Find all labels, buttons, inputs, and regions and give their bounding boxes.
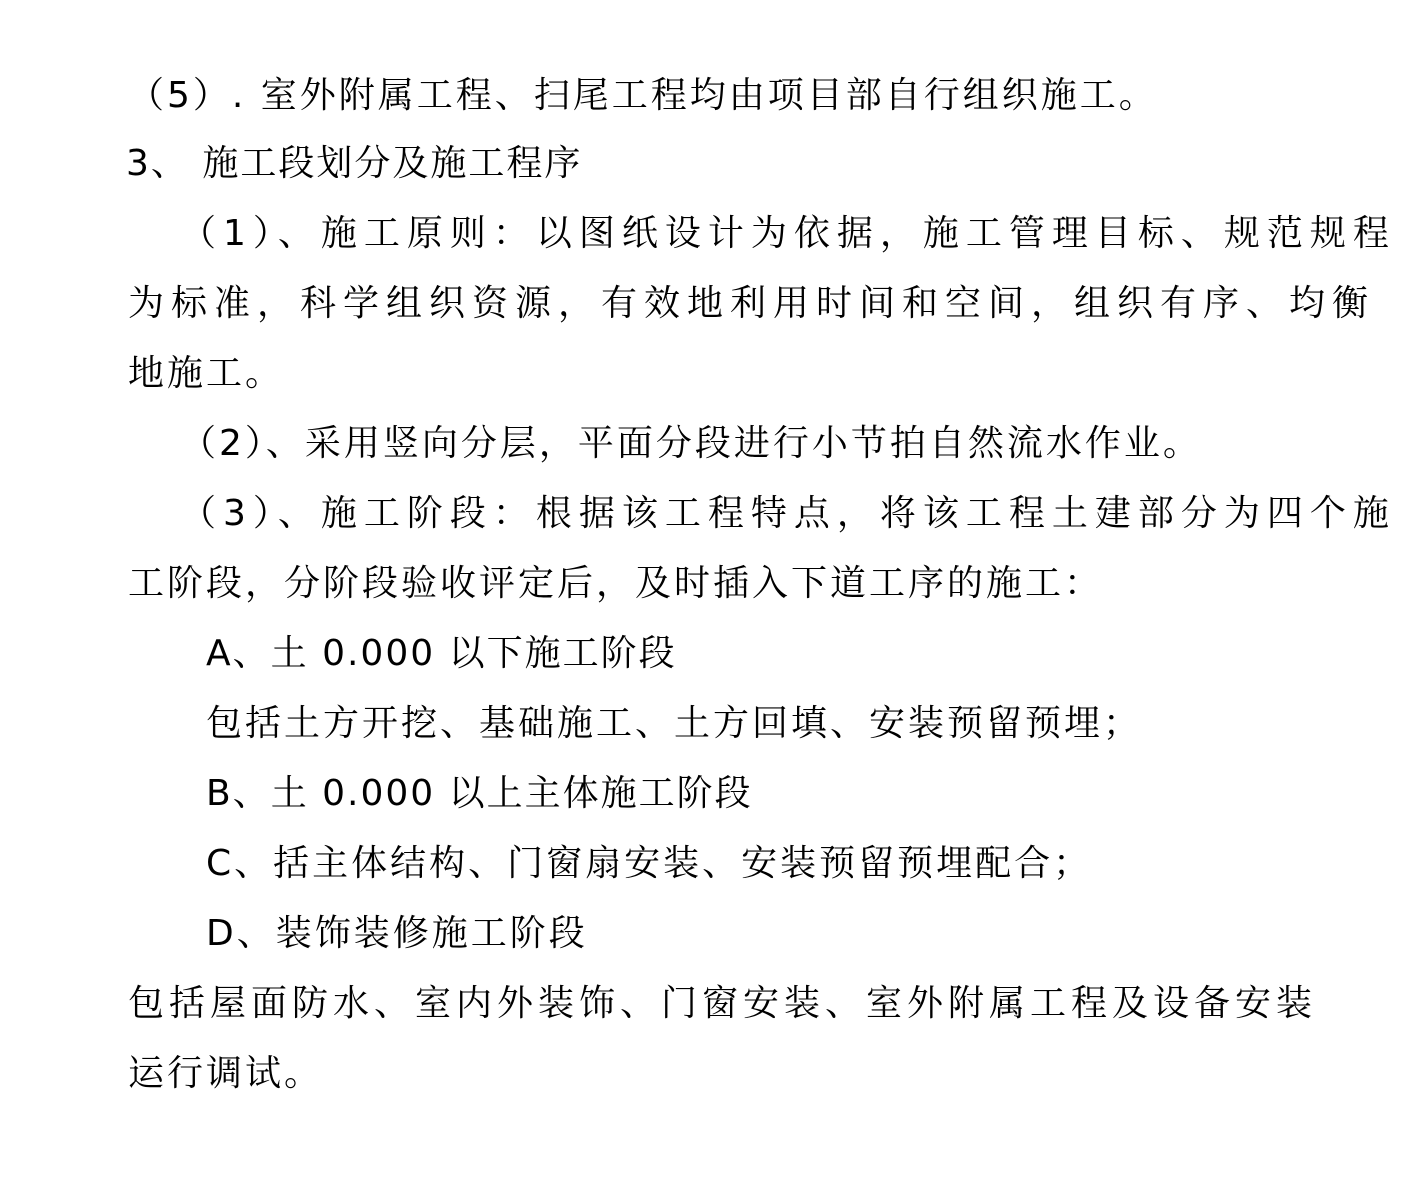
item-1-principle-line-2: 为标准，科学组织资源，有效地利用时间和空间，组织有序、均衡 [128, 283, 1376, 324]
stage-a-description: 包括土方开挖、基础施工、土方回填、安装预留预埋； [206, 703, 1143, 744]
stage-c-description: C、括主体结构、门窗扇安装、安装预留预埋配合； [206, 843, 1093, 884]
item-3-stages-line-2: 工阶段，分阶段验收评定后，及时插入下道工序的施工： [128, 563, 1104, 604]
item-5-outdoor-works: （5）. 室外附属工程、扫尾工程均由项目部自行组织施工。 [128, 75, 1158, 116]
stage-d-description-line-1: 包括屋面防水、室内外装饰、门窗安装、室外附属工程及设备安装 [128, 983, 1318, 1024]
stage-d-title: D、装饰装修施工阶段 [206, 913, 588, 954]
section-3-heading: 3、 施工段划分及施工程序 [126, 143, 583, 184]
item-1-principle-line-3: 地施工。 [128, 353, 285, 394]
item-1-principle-line-1: （1）、施工原则：以图纸设计为依据，施工管理目标、规范规程 [180, 213, 1396, 254]
stage-b-title: B、土 0.000 以上主体施工阶段 [206, 773, 753, 814]
stage-a-title: A、土 0.000 以下施工阶段 [206, 633, 677, 674]
stage-d-description-line-2: 运行调试。 [128, 1053, 324, 1094]
item-3-stages-line-1: （3）、施工阶段：根据该工程特点，将该工程土建部分为四个施 [180, 493, 1396, 534]
item-2-layering: （2）、采用竖向分层，平面分段进行小节拍自然流水作业。 [180, 423, 1202, 464]
